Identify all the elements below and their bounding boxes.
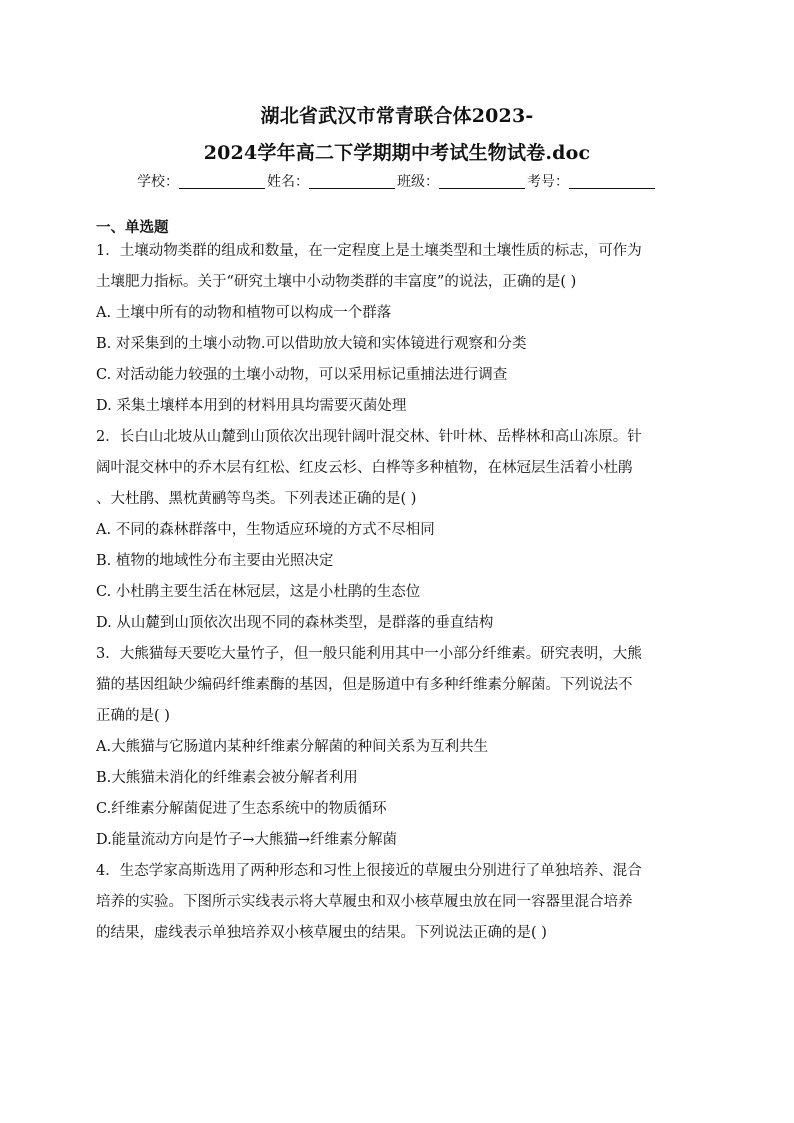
q1-stem-line-1: 1．土壤动物类群的组成和数量，在一定程度上是土壤类型和土壤性质的标志，可作为 <box>96 243 642 259</box>
q3-stem-line-2: 猫的基因组缺少编码纤维素酶的基因，但是肠道中有多种纤维素分解菌。下列说法不 <box>96 677 633 693</box>
q2-stem-line-1: 2．长白山北坡从山麓到山顶依次出现针阔叶混交林、针叶林、岳桦林和高山冻原。针 <box>96 429 642 445</box>
class-label: 班级： <box>397 174 439 190</box>
q2-option-a: A. 不同的森林群落中，生物适应环境的方式不尽相同 <box>96 522 435 538</box>
question-content <box>96 236 704 949</box>
q1-option-a: A. 土壤中所有的动物和植物可以构成一个群落 <box>96 305 392 321</box>
q3-option-c: C.纤维素分解菌促进了生态系统中的物质循环 <box>96 801 387 817</box>
q3-option-b: B.大熊猫未消化的纤维素会被分解者利用 <box>96 770 358 786</box>
document-title-line-1: 湖北省武汉市常青联合体2023- <box>260 105 534 127</box>
q1-option-b: B. 对采集到的土壤小动物.可以借助放大镜和实体镜进行观察和分类 <box>96 336 527 352</box>
school-label: 学校： <box>137 174 179 190</box>
document-title-line-2: 2024学年高二下学期期中考试生物试卷.doc <box>203 142 591 164</box>
q3-stem-line-3: 正确的是( ) <box>96 708 170 724</box>
q1-option-c: C. 对活动能力较强的土壤小动物，可以采用标记重捕法进行调查 <box>96 367 508 383</box>
class-blank <box>439 174 525 189</box>
q2-stem-line-3: 、大杜鹃、黑枕黄鹂等鸟类。下列表述正确的是( ) <box>96 491 417 507</box>
section-title: 一、单选题 <box>96 219 169 236</box>
q2-option-b: B. 植物的地域性分布主要由光照决定 <box>96 553 334 569</box>
q4-stem-line-3: 的结果，虚线表示单独培养双小核草履虫的结果。下列说法正确的是( ) <box>96 925 547 941</box>
q2-option-c: C. 小杜鹃主要生活在林冠层，这是小杜鹃的生态位 <box>96 584 421 600</box>
exam-number-label: 考号： <box>527 174 569 190</box>
q3-option-d: D.能量流动方向是竹子→大熊猫→纤维素分解菌 <box>96 832 398 848</box>
q4-stem-line-2: 培养的实验。下图所示实线表示将大草履虫和双小核草履虫放在同一容器里混合培养 <box>96 894 633 910</box>
q2-option-d: D. 从山麓到山顶依次出现不同的森林类型，是群落的垂直结构 <box>96 615 494 631</box>
q1-option-d: D. 采集土壤样本用到的材料用具均需要灭菌处理 <box>96 398 407 414</box>
exam-number-blank <box>569 174 655 189</box>
name-blank <box>309 174 395 189</box>
student-info-line <box>0 171 794 191</box>
q3-stem-line-1: 3．大熊猫每天要吃大量竹子，但一般只能利用其中一小部分纤维素。研究表明，大熊 <box>96 646 642 662</box>
name-label: 姓名： <box>267 174 309 190</box>
q4-stem-line-1: 4．生态学家高斯选用了两种形态和习性上很接近的草履虫分别进行了单独培养、混合 <box>96 863 642 879</box>
q3-option-a: A.大熊猫与它肠道内某种纤维素分解菌的种间关系为互利共生 <box>96 739 489 755</box>
school-blank <box>179 174 265 189</box>
q1-stem-line-2: 土壤肥力指标。关于“研究土壤中小动物类群的丰富度”的说法，正确的是( ) <box>96 274 577 290</box>
q2-stem-line-2: 阔叶混交林中的乔木层有红松、红皮云杉、白桦等多种植物，在林冠层生活着小杜鹃 <box>96 460 633 476</box>
